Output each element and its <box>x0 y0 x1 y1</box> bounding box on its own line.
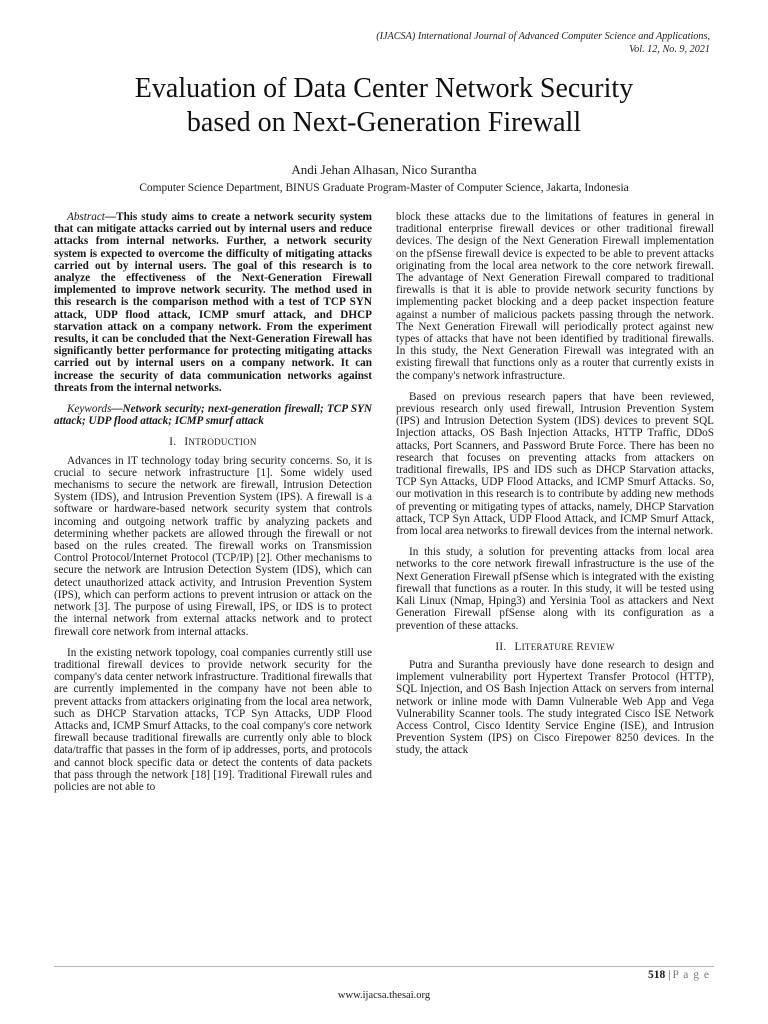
left-column <box>54 211 372 802</box>
paper-title-line-1: Evaluation of Data Center Network Security <box>134 73 634 104</box>
paragraph: block these attacks due to the limitations of features in general in traditional enterprise firewall devices or other traditional firewall devices. The design of the Next Generation Firewall implementation on the pfSense firewall device is expected to be able to prevent attacks originating from the local area network to the core network firewall. The advantage of Next Generation Firewall compared to traditional firewalls is that it is able to provide network security functions by implementing packet blocking and a deep packet inspection feature against a number of malicious packets passing through the network. The Next Generation Firewall will periodically protect against new types of attacks that have not been identified by traditional firewalls. In this study, the Next Generation Firewall was integrated with an existing firewall that functions only as a router that currently exists in the company's network infrastructure. <box>396 211 714 382</box>
paragraph: In this study, a solution for preventing attacks from local area networks to the core network firewall infrastructure is the use of the Next Generation Firewall pfSense which is integrated with the existing firewall that functions as a router. In this study, it will be tested using Kali Linux (Nmap, Hping3) and Yersinia Tool as attackers and Next Generation Firewall pfSense along with its configuration as a prevention of these attacks. <box>396 546 714 632</box>
abstract-label: Abstract <box>67 211 105 223</box>
abstract <box>54 211 372 394</box>
paragraph: In the existing network topology, coal companies currently still use traditional firewall devices to provide network security for the company's data center network infrastructure. Traditional firewalls that are currently implemented in the company have not been able to prevent attacks from attackers originating from the local area network, such as DHCP Starvation attacks, TCP Syn Attacks, UDP Flood Attacks and, ICMP Smurf Attacks, to the coal company's core network firewall because traditional firewalls are currently only able to block data/traffic that passes in the form of ip addresses, ports, and protocols and cannot block specific data or detect the contents of data packets that pass through the network [18] [19]. Traditional Firewall rules and policies are not able to <box>54 646 372 793</box>
paragraph: Advances in IT technology today bring security concerns. So, it is crucial to secure network infrastructure [1]. Some widely used mechanisms to secure the network are firewall, Intrusion Detection System (IDS), and Intrusion Prevention System (IPS). A firewall is a software or hardware-based network security system that controls incoming and outgoing network traffic by analyzing packets and determining whether packets are allowed through the firewall or not based on the rules created. The firewall works on Transmission Control Protocol/Internet Protocol (TCP/IP) [2]. Other mechanisms to secure the network are Intrusion Detection System (IDS), which can detect unauthorized attack activity, and Intrusion Prevention System (IPS), which can perform actions to prevent intrusion or attack on the network [3]. The purpose of using Firewall, IPS, or IDS is to protect the internal network from external attacks network and to protect firewall core network from internal attacks. <box>54 454 372 638</box>
authors: Andi Jehan Alhasan, Nico Surantha <box>291 162 477 177</box>
footer-divider <box>54 966 714 967</box>
affiliation: Computer Science Department, BINUS Graduate Program-Master of Computer Science, Jakarta, Indonesia <box>139 182 629 194</box>
paper-title-line-2: based on Next-Generation Firewall <box>186 107 582 138</box>
paragraph: Based on previous research papers that have been reviewed, previous research only used firewall, Intrusion Prevention System (IPS) and Intrusion Detection System (IDS) devices to prevent SQL Injection attacks, OS Bash Injection Attacks, HTTP Traffic, DDoS attacks, Port Scanners, and Password Brute Force. There has been no research that focuses on preventing attacks from attackers on traditional firewalls, IPS and IDS such as DHCP Starvation attacks, TCP Syn Attacks, UDP Flood Attacks, and ICMP Smurf Attacks. So, our motivation in this research is to contribute by adding new methods of preventing or mitigating types of attacks, namely, DHCP Starvation attack, TCP Syn Attack, UDP Flood Attack, and ICMP Smurf Attack, from local area networks to firewall devices from the internal network. <box>396 390 714 538</box>
journal-volume: Vol. 12, No. 9, 2021 <box>629 44 710 55</box>
section-heading-literature-review: II. LITERATURE REVIEW <box>495 640 615 653</box>
keywords-text: —Network security; next-generation firewall; TCP SYN attack; UDP flood attack; ICMP smurf attack <box>54 403 372 428</box>
keywords <box>54 403 372 427</box>
abstract-text: —This study aims to create a network security system that can mitigate attacks carried out by internal users and reduce attacks from internal networks. Further, a network security system is expected to overcome the difficulty of mitigating attacks carried out by internal users. The goal of this research is to analyze the effectiveness of the Next-Generation Firewall implemented to improve network security. The method used in this research is the comparison method with a test of TCP SYN attack, UDP flood attack, ICMP smurf attack, and DHCP starvation attack on a company network. From the experiment results, it can be concluded that the Next-Generation Firewall has significantly better performance for protecting mitigating attacks carried out by internal users on a company network. It can increase the security of data communication networks against threats from the internal networks. <box>54 211 372 394</box>
journal-url[interactable]: www.ijacsa.thesai.org <box>337 990 431 1001</box>
page-number: 518 | P a g e <box>648 969 710 981</box>
journal-header: (IJACSA) International Journal of Advanced Computer Science and Applications, <box>376 31 710 42</box>
keywords-label: Keywords <box>67 403 112 416</box>
section-heading-introduction: I. INTRODUCTION <box>169 436 257 449</box>
right-column <box>396 211 714 766</box>
paragraph: Putra and Surantha previously have done research to design and implement vulnerability port Hypertext Transfer Protocol (HTTP), SQL Injection, and OS Bash Injection Attack on servers from internal network or inline mode with Damn Vulnerable Web App and Vega Vulnerability Scanner tools. The study integrated Cisco ISE Network Access Control, Cisco Identity Service Engine (ISE), and Intrusion Prevention System (IPS) on Cisco Firepower 8250 devices. In the study, the attack <box>396 658 714 757</box>
